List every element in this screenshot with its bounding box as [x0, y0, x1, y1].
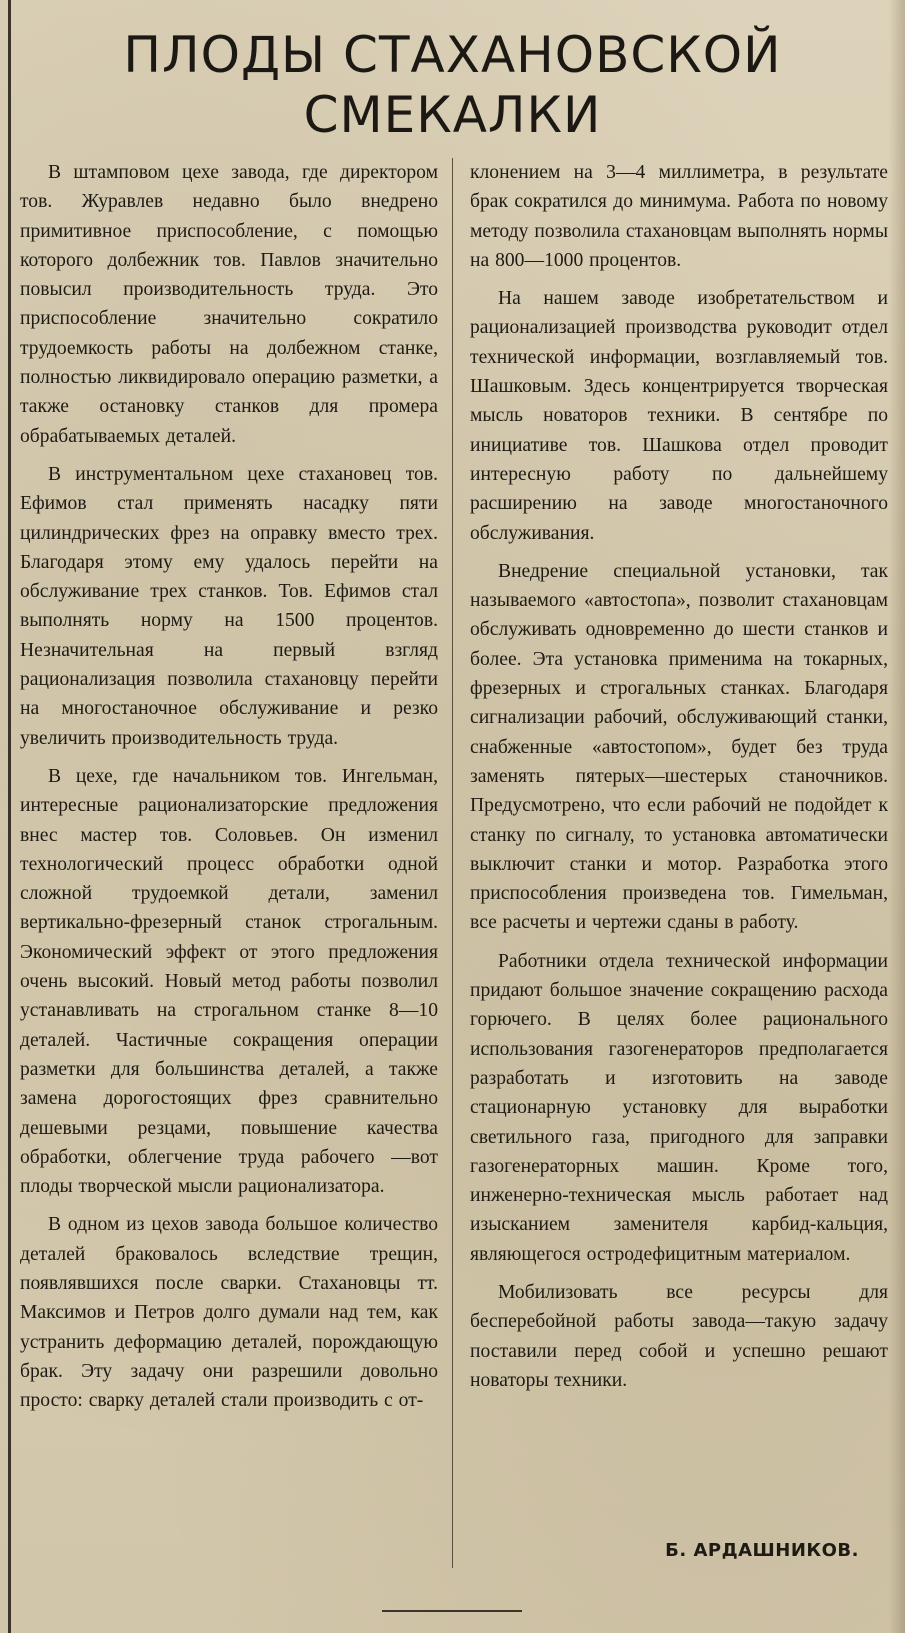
paragraph: Мобилизовать все ресурсы для бесперебойной работы завода—такую задачу поставили перед собой и успешно решают новаторы техники. [470, 1281, 888, 1391]
author-signature: Б. АРДАШНИКОВ. [665, 1540, 859, 1561]
headline-line-2: СМЕКАЛКИ [303, 86, 602, 144]
column-divider [452, 158, 453, 1568]
right-text-column [470, 158, 888, 1578]
bottom-divider [382, 1610, 522, 1612]
paragraph-continued: клонением на 3—4 миллиметра, в результате брак сократился до минимума. Работа по новому методу позволила стахановцам выполнять нормы на 800—1000 процентов. [470, 162, 888, 271]
paragraph: В одном из цехов завода большое количество деталей браковалось вследствие трещин, появлявшихся после сварки. Стахановцы тт. Максимов и Петров долго думали над тем, как устранить деформацию деталей, порождающую брак. Эту задачу они разрешили довольно просто: сварку деталей стали производить с от- [20, 1214, 438, 1412]
paragraph: Работники отдела технической информации придают большое значение сокращению расхода горючего. В целях более рационального использования газогенераторов предполагается разработать и изготовить на заводе стационарную установку для выработки светильного газа, пригодного для заправки газогенераторных машин. Кроме того, инженерно-техническая мысль работает над изысканием заменителя карбид-кальция, являющегося остродефицитным материалом. [470, 950, 888, 1265]
left-border-rule [8, 0, 11, 1633]
paper-edge-shadow [889, 0, 905, 1633]
paragraph: Внедрение специальной установки, так называемого «автостопа», позволит стахановцам обслуживать одновременно до шести станков и более. Эта установка применима на токарных, фрезерных и строгальных станках. Благодаря сигнализации рабочий, обслуживающий станки, снабженные «автостопом», будет без труда заменять пятерых—шестерых станочников. Предусмотрено, что если рабочий не подойдет к станку по сигналу, то установка автоматически выключит станки и мотор. Разработка этого приспособления произведена тов. Гимельман, все расчеты и чертежи сданы в работу. [470, 560, 888, 934]
paragraph: В штамповом цехе завода, где директором тов. Журавлев недавно было внедрено примитивное приспособление, с помощью которого долбежник тов. Павлов значительно повысил производительность труда. Это приспособление значительно сократило трудоемкость работы на долбежном станке, полностью ликвидировало операцию разметки, а также остановку станков для промера обрабатываемых деталей. [20, 162, 438, 447]
headline-line-1: ПЛОДЫ СТАХАНОВСКОЙ [123, 26, 782, 84]
left-text-column [20, 158, 438, 1598]
paragraph: В инструментальном цехе стахановец тов. Ефимов стал применять насадку пяти цилиндрических фрез на оправку вместо трех. Благодаря этому ему удалось перейти на обслуживание трех станков. Тов. Ефимов стал выполнять норму на 1500 процентов. Незначительная на первый взгляд рационализация позволила стахановцу перейти на многостаночное обслуживание и резко увеличить производительность труда. [20, 463, 438, 749]
paragraph: В цехе, где начальником тов. Ингельман, интересные рационализаторские предложения внес мастер тов. Соловьев. Он изменил технологический процесс обработки одной сложной трудоемкой детали, заменил вертикально-фрезерный станок строгальным. Экономический эффект от этого предложения очень высокий. Новый метод работы позволил устанавливать на строгальном станке 8—10 деталей. Частичные сокращения операции разметки для большинства деталей, а также замена дорогостоящих фрез сравнительно дешевыми резцами, повышение качества обработки, облегчение труда рабочего —вот плоды творческой мысли рационализатора. [20, 765, 438, 1198]
paragraph: На нашем заводе изобретательством и рационализацией производства руководит отдел технической информации, возглавляемый тов. Шашковым. Здесь концентрируется творческая мысль новаторов техники. В сентябре по инициативе тов. Шашкова отдел проводит интересную работу по дальнейшему расширению на заводе многостаночного обслуживания. [470, 288, 888, 544]
